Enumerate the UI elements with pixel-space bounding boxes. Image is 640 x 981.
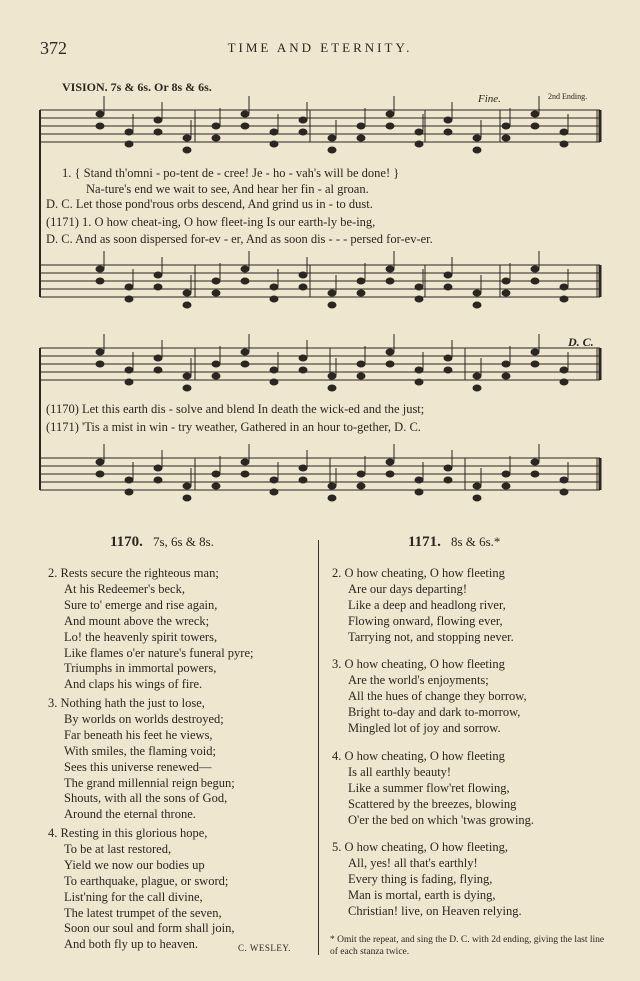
note-head [328, 147, 336, 153]
note-head [473, 147, 481, 153]
note-head [241, 349, 249, 355]
note-head [444, 272, 452, 278]
note-head [212, 290, 220, 296]
note-head [241, 123, 249, 129]
note-head [241, 361, 249, 367]
note-head [96, 123, 104, 129]
second-ending-mark: 2nd Ending. [548, 92, 588, 101]
note-head [270, 284, 278, 290]
verse-line: Are the world's enjoyments; [348, 672, 489, 687]
note-head [386, 361, 394, 367]
verse-line: To earthquake, plague, or sword; [64, 873, 229, 888]
note-head [154, 129, 162, 135]
note-head [328, 302, 336, 308]
note-head [415, 284, 423, 290]
note-head [212, 373, 220, 379]
page-number: 372 [40, 38, 67, 58]
verse-line: O'er the bed on which 'twas growing. [348, 812, 535, 827]
verse-line: Man is mortal, earth is dying, [348, 887, 496, 902]
note-head [212, 361, 220, 367]
note-head [154, 117, 162, 123]
note-head [473, 373, 481, 379]
verse-line: 2. O how cheating, O how fleeting [332, 566, 505, 580]
note-head [386, 349, 394, 355]
lyric-line-7: (1171) 'Tis a mist in win - try weather, Gathered in an hour to-gether, D. C. [46, 420, 421, 434]
note-head [473, 495, 481, 501]
note-head [560, 296, 568, 302]
note-head [299, 272, 307, 278]
lyric-line-3: D. C. Let those pond'rous orbs descend, And grind us in - to dust. [46, 197, 373, 211]
note-head [328, 373, 336, 379]
verse-line: 3. Nothing hath the just to lose, [48, 696, 205, 710]
note-head [386, 111, 394, 117]
note-head [444, 117, 452, 123]
verse-line: All, yes! all that's earthly! [348, 855, 478, 870]
note-head [415, 141, 423, 147]
note-head [444, 129, 452, 135]
note-head [444, 477, 452, 483]
note-head [212, 483, 220, 489]
note-head [241, 459, 249, 465]
hymn-1170-author: C. WESLEY. [238, 943, 291, 953]
note-head [241, 471, 249, 477]
note-head [299, 367, 307, 373]
note-head [183, 385, 191, 391]
note-head [183, 483, 191, 489]
note-head [183, 302, 191, 308]
hymn-1171-stanza-3 [332, 657, 527, 737]
hymn-1170-heading [110, 534, 214, 551]
note-head [560, 477, 568, 483]
verse-line: Lo! the heavenly spirit towers, [64, 629, 218, 644]
note-head [560, 367, 568, 373]
note-head [560, 129, 568, 135]
note-head [502, 483, 510, 489]
fine-mark: Fine. [478, 93, 501, 105]
note-head [270, 129, 278, 135]
note-head [502, 135, 510, 141]
verse-line: Is all earthly beauty! [348, 764, 452, 779]
note-head [241, 266, 249, 272]
note-head [502, 123, 510, 129]
tune-title: VISION. 7s & 6s. Or 8s & 6s. [62, 80, 212, 94]
note-head [415, 296, 423, 302]
hymn-1171-meter: 8s & 6s.* [450, 534, 501, 549]
page-title: TIME AND ETERNITY. [227, 40, 413, 55]
note-head [473, 302, 481, 308]
note-head [125, 129, 133, 135]
note-head [96, 278, 104, 284]
lyric-line-5: D. C. And as soon dispersed for-ev - er, And as soon dis - - - persed for-ev-er. [46, 232, 433, 246]
note-head [386, 278, 394, 284]
note-head [212, 471, 220, 477]
note-head [502, 361, 510, 367]
note-head [154, 272, 162, 278]
note-head [270, 367, 278, 373]
note-head [154, 284, 162, 290]
note-head [299, 355, 307, 361]
verse-line: Christian! live, on Heaven relying. [348, 903, 522, 918]
note-head [241, 278, 249, 284]
lyric-line-6: (1170) Let this earth dis - solve and blend In death the wick-ed and the just; [46, 402, 425, 416]
hymn-1171-heading [408, 534, 500, 551]
note-head [183, 495, 191, 501]
verse-line: At his Redeemer's beck, [64, 581, 185, 596]
verse-line: 3. O how cheating, O how fleeting [332, 657, 505, 671]
note-head [386, 459, 394, 465]
verse-line: Tarrying not, and stopping never. [348, 629, 514, 644]
verse-line: 4. O how cheating, O how fleeting [332, 749, 505, 763]
note-head [415, 367, 423, 373]
note-head [473, 385, 481, 391]
note-head [125, 367, 133, 373]
note-head [183, 373, 191, 379]
verse-line: All the hues of change they borrow, [348, 688, 527, 703]
verse-line: The grand millennial reign begun; [64, 775, 235, 790]
note-head [125, 379, 133, 385]
note-head [96, 459, 104, 465]
verse-line: Like a deep and headlong river, [348, 597, 506, 612]
hymn-1171-stanza-5 [332, 840, 522, 920]
verse-line: List'ning for the call divine, [64, 889, 203, 904]
note-head [560, 284, 568, 290]
note-head [96, 111, 104, 117]
note-head [328, 290, 336, 296]
verse-line: Soon our soul and form shall join, [64, 921, 235, 936]
verse-line: Are our days departing! [348, 581, 468, 596]
footnote: * Omit the repeat, and sing the D. C. with 2d ending, giving the last line of each stanza twice. [330, 935, 605, 957]
lyric-line-2: Na-ture's end we wait to see, And hear her fin - al groan. [86, 182, 369, 196]
note-head [96, 266, 104, 272]
verse-line: The latest trumpet of the seven, [64, 905, 222, 920]
verse-line: Around the eternal throne. [64, 807, 196, 822]
lyric-line-1: 1. { Stand th'omni - po-tent de - cree! Je - ho - vah's will be done! } [62, 166, 400, 180]
note-head [415, 379, 423, 385]
note-head [212, 123, 220, 129]
note-head [154, 465, 162, 471]
note-head [183, 290, 191, 296]
note-head [444, 284, 452, 290]
note-head [328, 385, 336, 391]
note-head [299, 284, 307, 290]
hymn-1170-number: 1170. [110, 534, 143, 550]
note-head [473, 135, 481, 141]
note-head [560, 141, 568, 147]
verse-line: Every thing is fading, flying, [348, 871, 493, 886]
note-head [96, 349, 104, 355]
hymn-1171-number: 1171. [408, 534, 441, 550]
hymn-1171-stanza-4 [332, 749, 534, 829]
column-divider [318, 540, 319, 955]
note-head [328, 135, 336, 141]
verse-line: Sure to' emerge and rise again, [64, 597, 218, 612]
verse-line: Scattered by the breezes, blowing [348, 796, 517, 811]
note-head [560, 379, 568, 385]
verse-line: Far beneath his feet he views, [64, 727, 213, 742]
verse-line: To be at last restored, [64, 841, 172, 856]
note-head [125, 489, 133, 495]
note-head [502, 373, 510, 379]
hymn-1170-stanza-4 [48, 826, 234, 953]
note-head [299, 129, 307, 135]
hymn-1170-stanza-3 [48, 696, 235, 823]
note-head [96, 471, 104, 477]
verse-line: And claps his wings of fire. [64, 677, 203, 692]
note-head [560, 489, 568, 495]
note-head [270, 141, 278, 147]
verse-line: And both fly up to heaven. [64, 937, 199, 952]
note-head [531, 361, 539, 367]
note-head [328, 495, 336, 501]
note-head [357, 471, 365, 477]
verse-line: Triumphs in immortal powers, [64, 661, 217, 676]
note-head [415, 477, 423, 483]
verse-line: Like a summer flow'ret flowing, [348, 780, 510, 795]
note-head [444, 465, 452, 471]
note-head [270, 489, 278, 495]
note-head [531, 123, 539, 129]
note-head [531, 459, 539, 465]
note-head [357, 483, 365, 489]
note-head [415, 129, 423, 135]
note-head [125, 477, 133, 483]
note-head [386, 471, 394, 477]
note-head [502, 278, 510, 284]
note-head [357, 290, 365, 296]
note-head [531, 471, 539, 477]
note-head [125, 296, 133, 302]
verse-line: Bright to-day and dark to-morrow, [348, 704, 521, 719]
verse-line: By worlds on worlds destroyed; [64, 711, 224, 726]
verse-line: Shouts, with all the sons of God, [64, 791, 228, 806]
note-head [96, 361, 104, 367]
note-head [502, 471, 510, 477]
note-head [531, 266, 539, 272]
note-head [212, 135, 220, 141]
note-head [299, 117, 307, 123]
note-head [502, 290, 510, 296]
note-head [299, 477, 307, 483]
hymn-1170-meter: 7s, 6s & 8s. [152, 534, 214, 549]
verse-line: 2. Rests secure the righteous man; [48, 566, 219, 580]
note-head [183, 135, 191, 141]
verse-line: Yield we now our bodies up [64, 857, 205, 872]
note-head [154, 367, 162, 373]
verse-line: Sees this universe renewed— [64, 759, 212, 774]
note-head [270, 296, 278, 302]
note-head [473, 483, 481, 489]
lyric-line-4: (1171) 1. O how cheat-ing, O how fleet-ing Is our earth-ly be-ing, [46, 215, 376, 229]
note-head [531, 349, 539, 355]
note-head [357, 361, 365, 367]
verse-line: And mount above the wreck; [64, 613, 210, 628]
note-head [154, 355, 162, 361]
note-head [531, 278, 539, 284]
note-head [531, 111, 539, 117]
note-head [270, 379, 278, 385]
note-head [444, 367, 452, 373]
note-head [154, 477, 162, 483]
verse-line: Mingled lot of joy and sorrow. [348, 720, 501, 735]
verse-line: 5. O how cheating, O how fleeting, [332, 840, 509, 854]
note-head [415, 489, 423, 495]
hymn-1171-stanza-2 [332, 566, 514, 646]
note-head [241, 111, 249, 117]
verse-line: With smiles, the flaming void; [64, 743, 216, 758]
dc-mark: D. C. [568, 335, 594, 349]
note-head [357, 278, 365, 284]
note-head [386, 123, 394, 129]
note-head [183, 147, 191, 153]
note-head [125, 141, 133, 147]
note-head [328, 483, 336, 489]
note-head [357, 123, 365, 129]
note-head [357, 373, 365, 379]
hymn-1170-stanza-2 [48, 566, 254, 693]
note-head [473, 290, 481, 296]
verse-line: Flowing onward, flowing ever, [348, 613, 503, 628]
note-head [299, 465, 307, 471]
note-head [357, 135, 365, 141]
verse-line: Like flames o'er nature's funeral pyre; [64, 645, 254, 660]
verse-line: 4. Resting in this glorious hope, [48, 826, 208, 840]
note-head [386, 266, 394, 272]
note-head [212, 278, 220, 284]
note-head [444, 355, 452, 361]
note-head [125, 284, 133, 290]
note-head [270, 477, 278, 483]
